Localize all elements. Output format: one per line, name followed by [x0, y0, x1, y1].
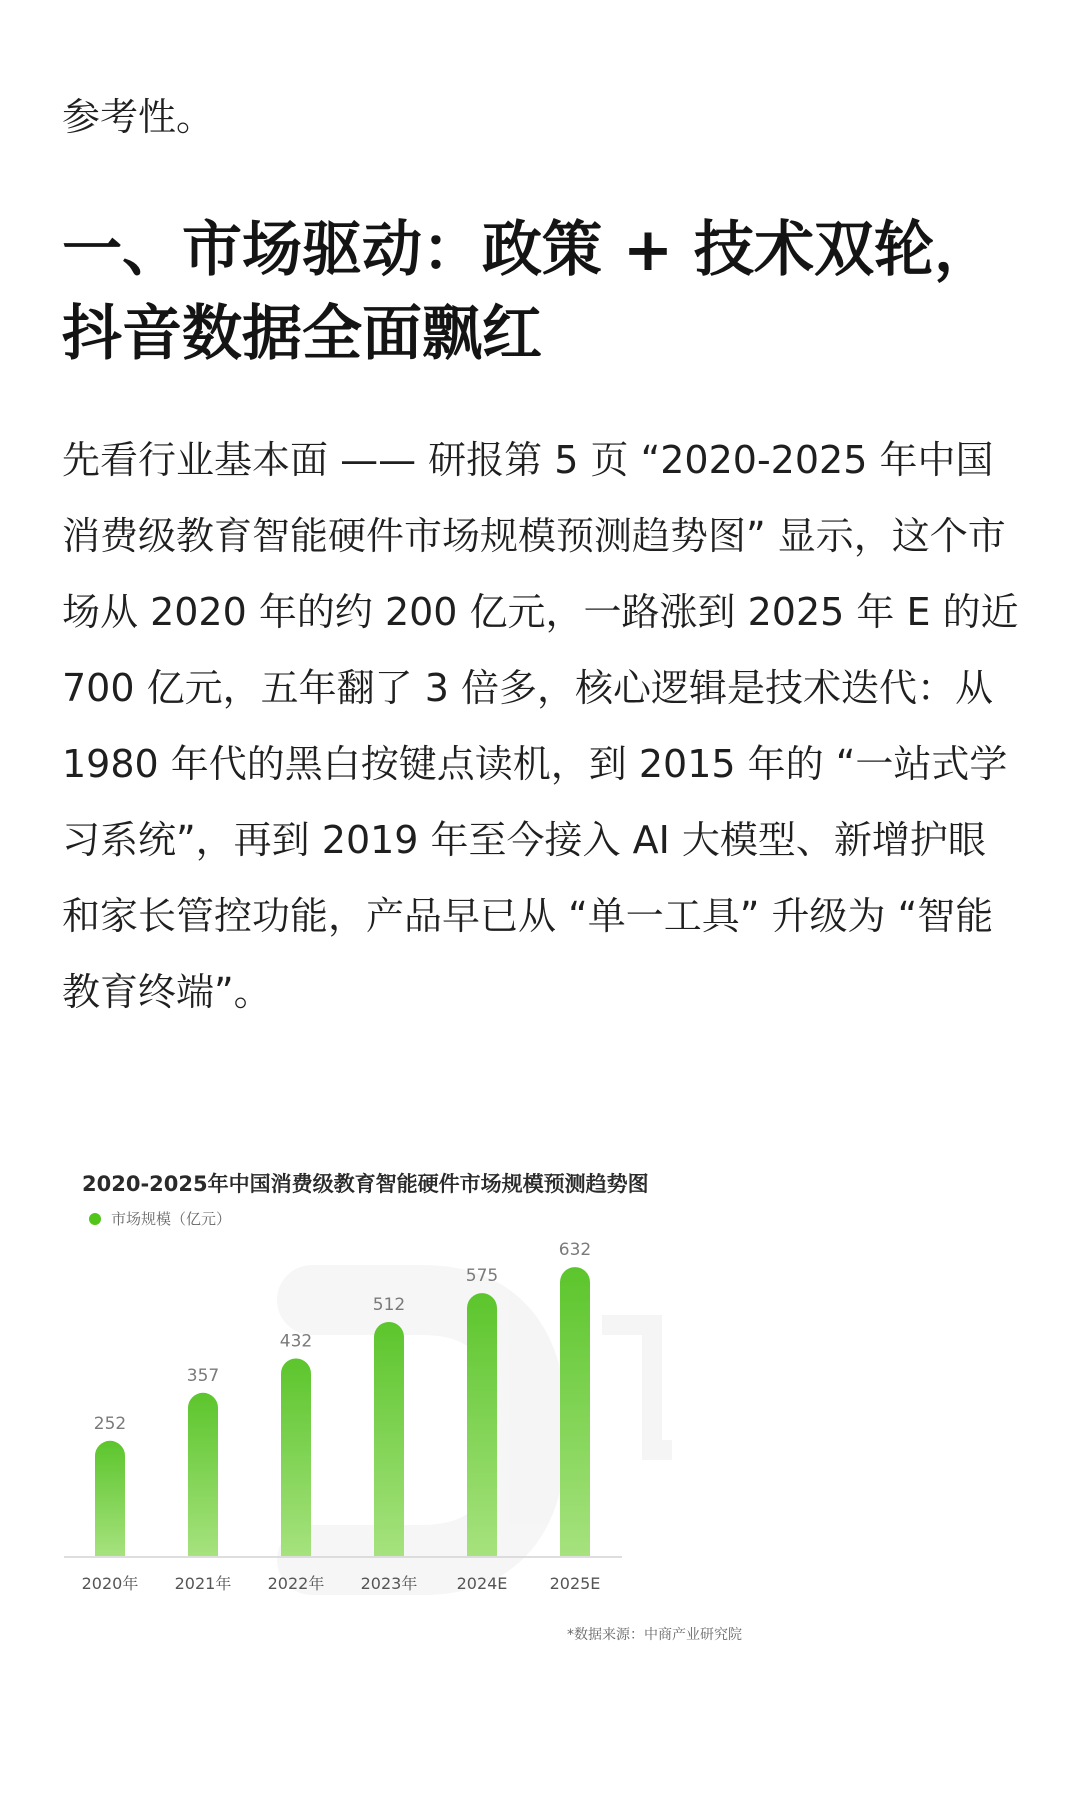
- bar-2023年: [374, 1322, 404, 1556]
- bar-2020年: [95, 1441, 125, 1556]
- bar-chart: [62, 1150, 742, 1620]
- x-tick-label-2020年: 2020年: [81, 1574, 139, 1593]
- chart-title: 2020-2025年中国消费级教育智能硬件市场规模预测趋势图: [82, 1172, 649, 1196]
- bar-2021年: [188, 1393, 218, 1556]
- chart-figure: [62, 1150, 742, 1650]
- bar-2024E: [467, 1293, 497, 1556]
- bar-2022年: [281, 1359, 311, 1556]
- data-label-2020年: 252: [93, 1413, 127, 1434]
- section-heading: [62, 208, 1022, 376]
- data-label-2024E: 575: [465, 1266, 499, 1287]
- x-tick-label-2022年: 2022年: [267, 1574, 325, 1593]
- body-paragraph: [62, 422, 1022, 1030]
- section-heading-line1: 一、市场驱动：政策 + 技术双轮，: [62, 215, 995, 285]
- data-label-2023年: 512: [372, 1294, 406, 1315]
- x-tick-label-2023年: 2023年: [360, 1574, 418, 1593]
- data-label-2025E: 632: [558, 1240, 592, 1261]
- x-tick-label-2021年: 2021年: [174, 1574, 232, 1593]
- x-tick-label-2024E: 2024E: [456, 1574, 508, 1593]
- body-text: 先看行业基本面 —— 研报第 5 页 “2020-2025 年中国消费级教育智能硬件市场规模预测趋势图” 显示，这个市场从 2020 年的约 200 亿元，一路涨到 2025 年 E 的近 700 亿元，五年翻了 3 倍多，核心逻辑是技术迭代：从 1980 年代的黑白按键点读机，到 2015 年的 “一站式学习系统”，再到 2019 年至今接入 AI 大模型、新增护眼和家长管控功能，产品早已从 “单一工具” 升级为 “智能教育终端”。: [62, 438, 1019, 1014]
- x-tick-label-2025E: 2025E: [549, 1574, 601, 1593]
- lead-text: 参考性。: [62, 95, 215, 139]
- data-label-2021年: 357: [186, 1365, 220, 1386]
- bar-2025E: [560, 1267, 590, 1556]
- data-source-note: *数据来源：中商产业研究院: [567, 1627, 742, 1643]
- legend-label: 市场规模（亿元）: [111, 1210, 232, 1228]
- section-heading-line2: 抖音数据全面飘红: [62, 299, 542, 369]
- data-label-2022年: 432: [279, 1331, 313, 1352]
